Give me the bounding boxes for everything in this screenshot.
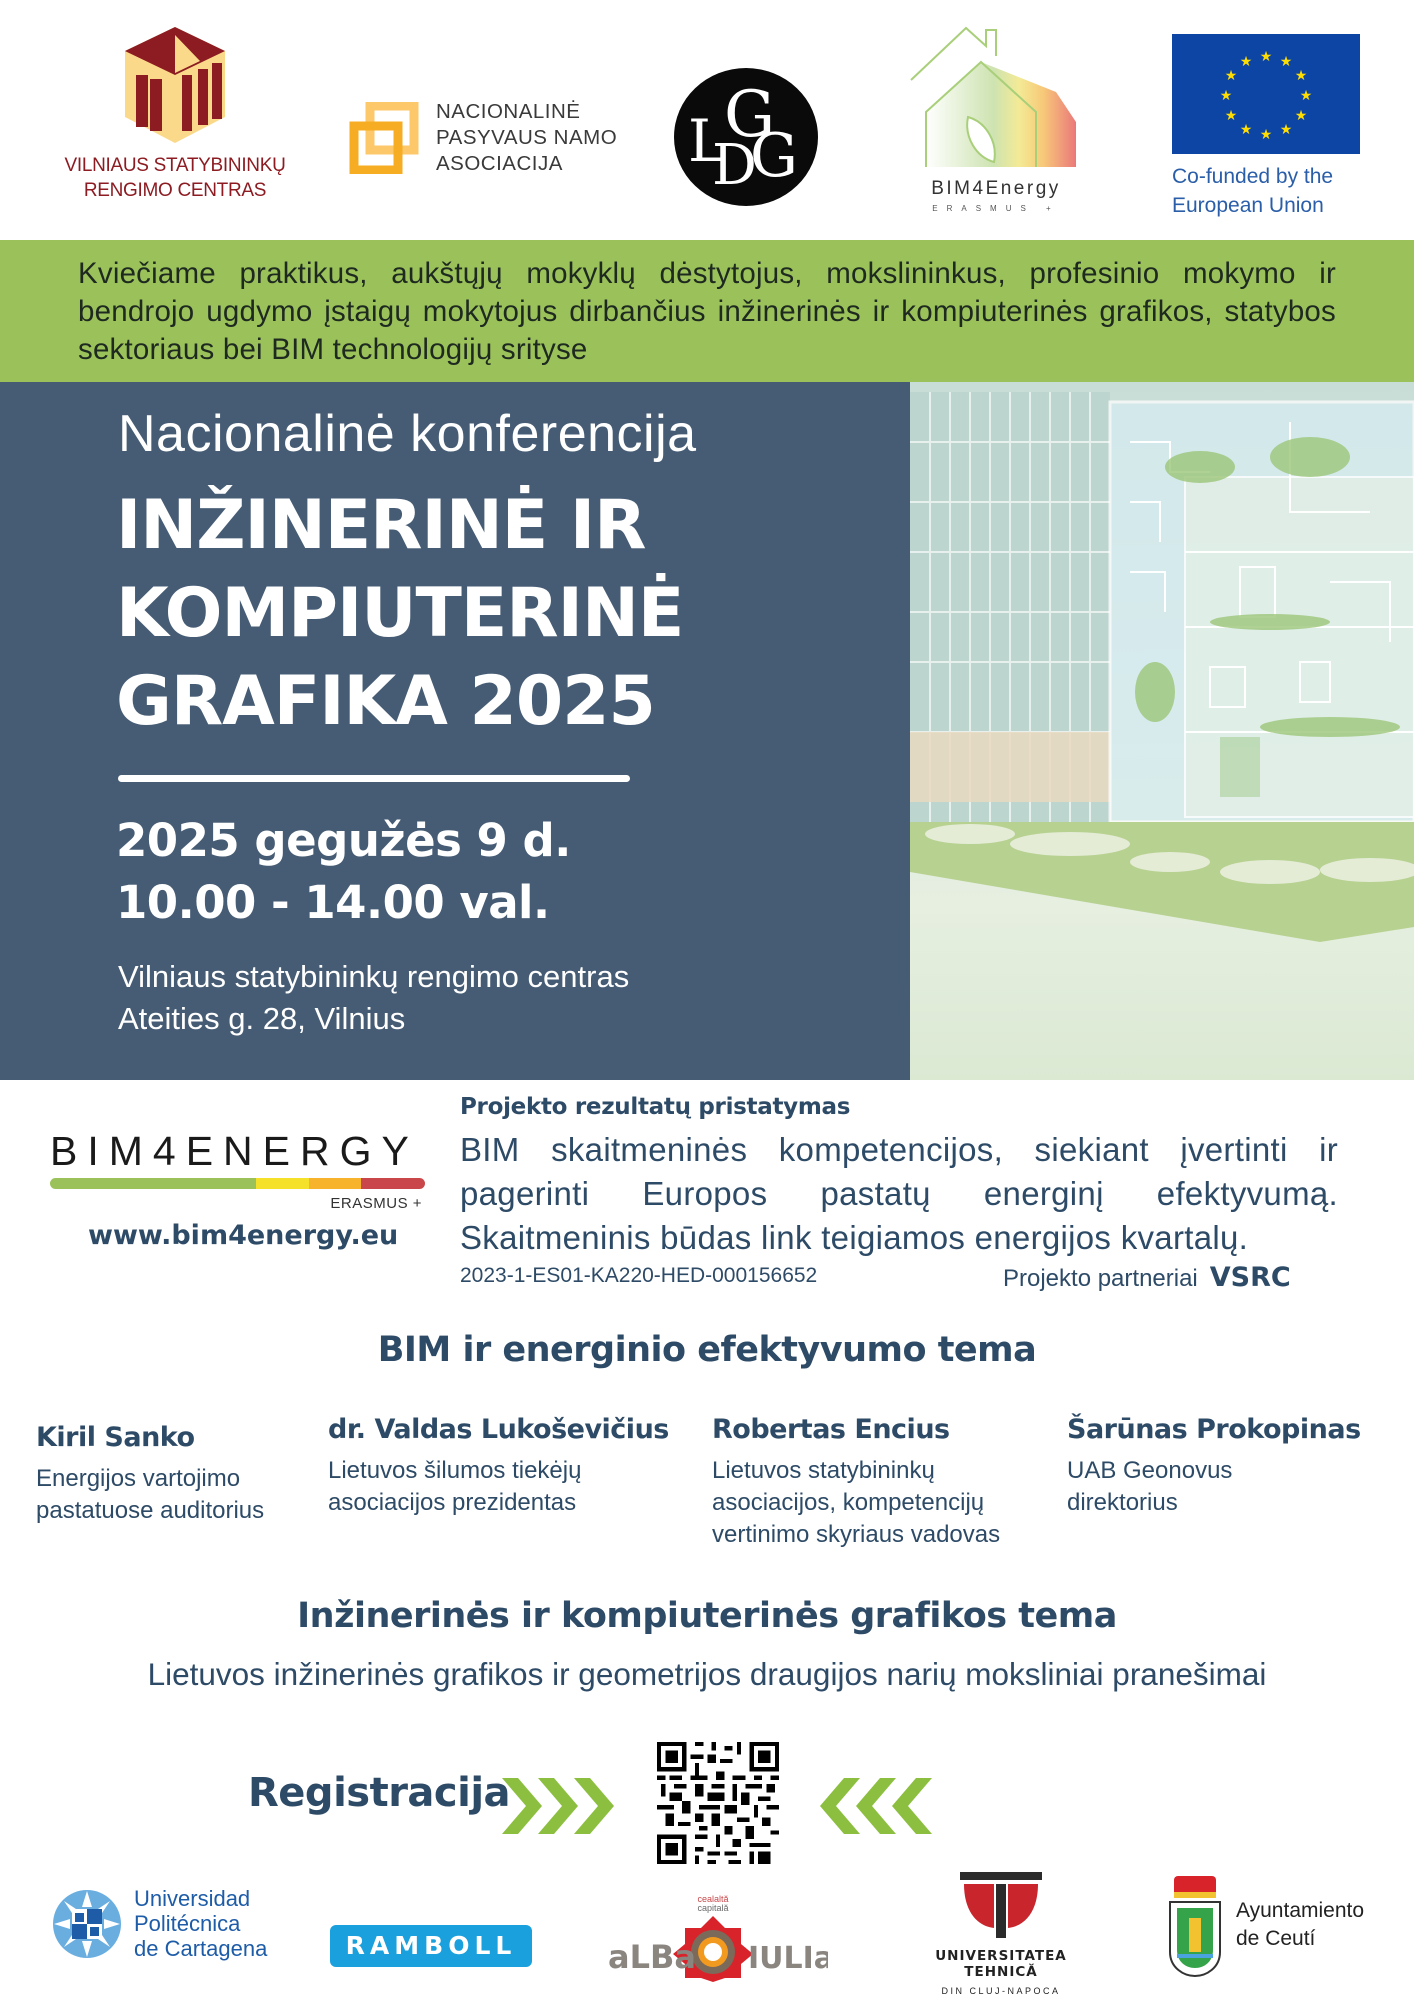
- vsrc-cube-icon: [120, 25, 230, 145]
- speaker-role-line: Energijos vartojimo: [36, 1465, 241, 1492]
- speaker-role-line: asociacijos, kompetencijų: [712, 1489, 985, 1516]
- bar-orange: [309, 1178, 362, 1189]
- invite-band: [0, 240, 1414, 382]
- speaker-role: [1067, 1455, 1361, 1519]
- speaker-card: [36, 1422, 264, 1527]
- svg-text:G: G: [724, 78, 776, 152]
- ceuti-coat-of-arms-icon: [1166, 1872, 1224, 1978]
- speaker-card: [1067, 1414, 1361, 1519]
- alba-tagline1: cealaltă: [697, 1894, 729, 1904]
- eu-flag-icon: [1172, 34, 1360, 154]
- ceuti-logo: [1166, 1872, 1364, 1978]
- ligg-logo: [672, 66, 820, 208]
- utcn-emblem-icon: [956, 1870, 1046, 1940]
- upct-emblem-icon: [52, 1889, 122, 1959]
- svg-text:★: ★: [1259, 49, 1273, 65]
- project-website-link[interactable]: www.bim4energy.eu: [88, 1220, 399, 1251]
- eu-cofunded-logo: [1172, 34, 1362, 220]
- conference-title: [116, 482, 683, 746]
- ceuti-line2: de Ceutí: [1236, 1927, 1316, 1950]
- svg-text:★: ★: [1239, 122, 1253, 138]
- utcn-logo: [896, 1870, 1106, 1996]
- svg-text:★: ★: [1294, 68, 1308, 84]
- svg-text:D: D: [712, 133, 757, 198]
- upct-logo: [52, 1886, 267, 1961]
- speaker-name: Robertas Encius: [712, 1414, 950, 1445]
- ramboll-logo: RAMBOLL: [330, 1925, 532, 1967]
- alba-iulia-logo: [608, 1892, 828, 1982]
- energy-rating-bar: [50, 1178, 425, 1189]
- utcn-subtitle: DIN CLUJ-NAPOCA: [941, 1986, 1061, 1996]
- speaker-role-line: Lietuvos šilumos tiekėjų: [328, 1457, 582, 1484]
- svg-text:G: G: [750, 121, 798, 191]
- svg-text:★: ★: [1259, 127, 1273, 143]
- speaker-card: [712, 1414, 1000, 1551]
- bim4energy-house-subtitle: ERASMUS +: [932, 204, 1060, 213]
- speaker-role-line: asociacijos prezidentas: [328, 1489, 577, 1516]
- conference-time: 10.00 - 14.00 val.: [116, 876, 550, 929]
- registration-qr-code[interactable]: [657, 1742, 779, 1864]
- project-description: BIM skaitmeninės kompetencijos, siekiant įvertinti ir pagerinti Europos pastatų energinį efektyvumą. Skaitmeninis būdas link teigiamos energijos kvartalų.: [460, 1131, 1338, 1256]
- header-logos: [0, 0, 1414, 240]
- vsrc-name-line2: RENGIMO CENTRAS: [83, 180, 267, 201]
- vsrc-logo: [50, 25, 300, 220]
- npna-squares-icon: [348, 102, 420, 174]
- hero-section: [0, 382, 1414, 1080]
- venue-name: Vilniaus statybininkų rengimo centras: [118, 959, 630, 994]
- alba-right-text: IULIa: [748, 1941, 828, 1976]
- partners-label: Projekto partneriai: [1003, 1265, 1198, 1292]
- invite-text: Kviečiame praktikus, aukštųjų mokyklų dėstytojus, mokslininkus, profesinio mokymo ir bendrojo ugdymo įstaigų mokytojus dirbančius inžinerinės ir kompiuterinės grafikos, statybos sektoriaus bei BIM technologijų srityse: [78, 257, 1336, 366]
- speaker-role: [328, 1455, 669, 1519]
- speaker-role-line: UAB Geonovus: [1067, 1457, 1233, 1484]
- bim4energy-logo: [50, 1130, 430, 1212]
- building-image-icon: [910, 382, 1414, 1080]
- speaker-name: Kiril Sanko: [36, 1422, 195, 1453]
- eu-text-line2: European Union: [1172, 194, 1324, 217]
- bim4energy-wordmark: BIM4ENERGY: [50, 1128, 419, 1174]
- conference-datetime: [116, 810, 571, 934]
- svg-text:★: ★: [1219, 88, 1233, 104]
- bar-yellow: [256, 1178, 309, 1189]
- npna-line1: NACIONALINĖ: [436, 100, 581, 123]
- speaker-role-line: Lietuvos statybininkų: [712, 1457, 935, 1484]
- registration-label: Registracija: [248, 1770, 511, 1816]
- speaker-name: Šarūnas Prokopinas: [1067, 1414, 1361, 1445]
- speaker-role: [36, 1463, 264, 1527]
- project-code: 2023-1-ES01-KA220-HED-000156652: [460, 1264, 818, 1287]
- svg-text:★: ★: [1279, 54, 1293, 70]
- bar-green: [50, 1178, 256, 1189]
- conference-type: Nacionalinė konferencija: [118, 405, 697, 463]
- bim4energy-house-title: BIM4Energy: [931, 178, 1061, 199]
- alba-left-text: aLBa: [608, 1938, 696, 1976]
- partners-value: VSRC: [1209, 1262, 1291, 1293]
- utcn-name: UNIVERSITATEA TEHNICĂ: [935, 1948, 1067, 1980]
- npna-line2: PASYVAUS NAMO: [436, 126, 618, 149]
- upct-line2: Politécnica: [134, 1911, 241, 1936]
- title-line2: KOMPIUTERINĖ: [116, 574, 684, 653]
- upct-line3: de Cartagena: [134, 1936, 268, 1961]
- topic-graphics-subtitle: Lietuvos inžinerinės grafikos ir geometrijos draugijos narių moksliniai pranešimai: [147, 1656, 1267, 1692]
- ceuti-line1: Ayuntamiento: [1236, 1899, 1365, 1922]
- project-heading: Projekto rezultatų pristatymas: [460, 1094, 851, 1120]
- hero-info-panel: [0, 382, 910, 1080]
- topic-bim-heading: BIM ir energinio efektyvumo tema: [377, 1330, 1037, 1370]
- speaker-role: [712, 1455, 1000, 1551]
- vsrc-name-line1: VILNIAUS STATYBININKŲ: [64, 155, 286, 176]
- npna-line3: ASOCIACIJA: [436, 152, 563, 175]
- conference-date: 2025 gegužės 9 d.: [116, 814, 571, 867]
- svg-text:L: L: [688, 107, 727, 175]
- project-partners: [1003, 1262, 1291, 1293]
- svg-text:★: ★: [1224, 108, 1238, 124]
- speaker-role-line: vertinimo skyriaus vadovas: [712, 1521, 1001, 1548]
- ligg-monogram-icon: [672, 66, 820, 208]
- speaker-role-line: pastatuose auditorius: [36, 1497, 265, 1524]
- building-illustration: [910, 382, 1414, 1080]
- project-section: [0, 1080, 1414, 1310]
- topic-graphics-heading: Inžinerinės ir kompiuterinės grafikos tema: [297, 1596, 1117, 1636]
- speaker-card: [328, 1414, 669, 1519]
- alba-tagline2: capitală: [697, 1903, 729, 1913]
- venue-address: Ateities g. 28, Vilnius: [118, 1001, 406, 1036]
- conference-venue: [118, 956, 629, 1040]
- title-line3: GRAFIKA 2025: [116, 662, 655, 741]
- chevrons-left-icon: [820, 1776, 932, 1836]
- chevrons-right-icon: [502, 1776, 614, 1836]
- bim4energy-house-logo: [906, 22, 1086, 220]
- svg-text:★: ★: [1279, 122, 1293, 138]
- svg-text:★: ★: [1224, 68, 1238, 84]
- speaker-role-line: direktorius: [1067, 1489, 1178, 1516]
- speaker-name: dr. Valdas Lukoševičius: [328, 1414, 669, 1445]
- eu-text-line1: Co-funded by the: [1172, 165, 1334, 188]
- svg-text:★: ★: [1294, 108, 1308, 124]
- upct-line1: Universidad: [134, 1886, 251, 1911]
- title-line1: INŽINERINĖ IR: [116, 486, 646, 565]
- svg-text:★: ★: [1299, 88, 1313, 104]
- svg-text:★: ★: [1239, 54, 1253, 70]
- npna-logo: [348, 98, 617, 178]
- bar-red: [361, 1178, 425, 1189]
- title-divider: [118, 775, 630, 782]
- bim4energy-erasmus: ERASMUS +: [330, 1195, 422, 1212]
- house-leaf-icon: [906, 22, 1086, 172]
